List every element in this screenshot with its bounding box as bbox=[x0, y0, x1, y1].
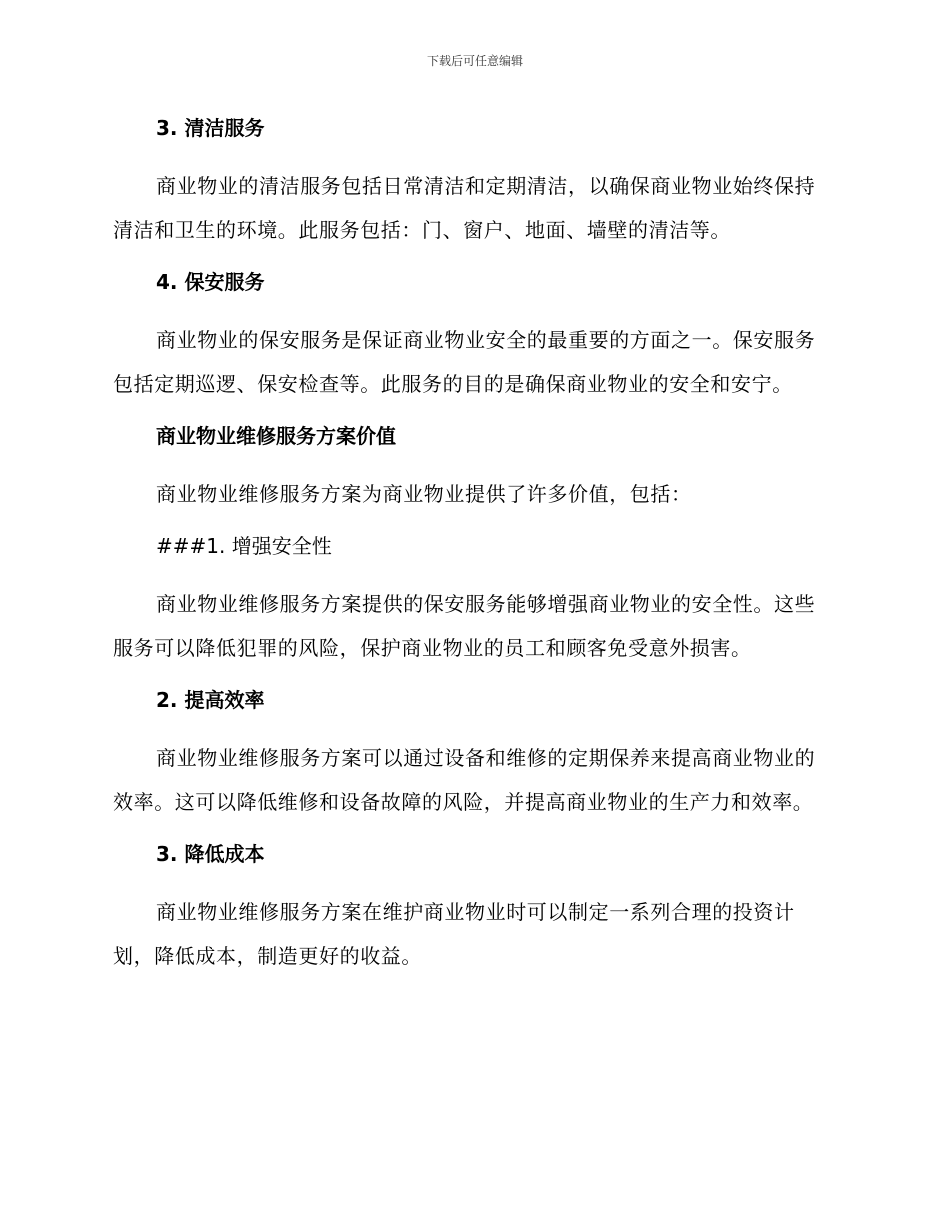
spacer bbox=[113, 252, 835, 264]
spacer bbox=[113, 824, 835, 836]
spacer bbox=[113, 670, 835, 682]
section-heading-value: 商业物业维修服务方案价值 bbox=[156, 424, 396, 448]
paragraph-security: 商业物业的保安服务是保证商业物业安全的最重要的方面之一。保安服务包括定期巡逻、保安检查等。此服务的目的是确保商业物业的安全和安宁。 bbox=[113, 328, 816, 396]
paragraph-efficiency: 商业物业维修服务方案可以通过设备和维修的定期保养来提高商业物业的效率。这可以降低维修和设备故障的风险，并提高商业物业的生产力和效率。 bbox=[113, 746, 816, 814]
paragraph-cleaning: 商业物业的清洁服务包括日常清洁和定期清洁，以确保商业物业始终保持清洁和卫生的环境。此服务包括：门、窗户、地面、墙壁的清洁等。 bbox=[113, 174, 816, 242]
spacer bbox=[113, 406, 835, 418]
paragraph-cost: 商业物业维修服务方案在维护商业物业时可以制定一系列合理的投资计划，降低成本，制造更好的收益。 bbox=[113, 900, 795, 968]
spacer bbox=[113, 516, 835, 528]
section-heading-cleaning: 3. 清洁服务 bbox=[156, 116, 265, 140]
section-heading-security: 4. 保安服务 bbox=[156, 270, 265, 294]
spacer bbox=[113, 454, 835, 472]
section-heading-cost: 3. 降低成本 bbox=[156, 842, 265, 866]
paragraph-value-intro: 商业物业维修服务方案为商业物业提供了许多价值，包括： bbox=[156, 482, 692, 506]
page-header-note: 下载后可任意编辑 bbox=[426, 54, 523, 68]
spacer bbox=[113, 146, 835, 164]
section-heading-efficiency: 2. 提高效率 bbox=[156, 688, 265, 712]
section-subheading-safety: ###1. 增强安全性 bbox=[156, 534, 332, 558]
spacer bbox=[113, 718, 835, 736]
paragraph-safety: 商业物业维修服务方案提供的保安服务能够增强商业物业的安全性。这些服务可以降低犯罪的风险，保护商业物业的员工和顾客免受意外损害。 bbox=[113, 592, 816, 660]
document-body bbox=[113, 110, 835, 978]
spacer bbox=[113, 300, 835, 318]
spacer bbox=[113, 564, 835, 582]
spacer bbox=[113, 872, 835, 890]
